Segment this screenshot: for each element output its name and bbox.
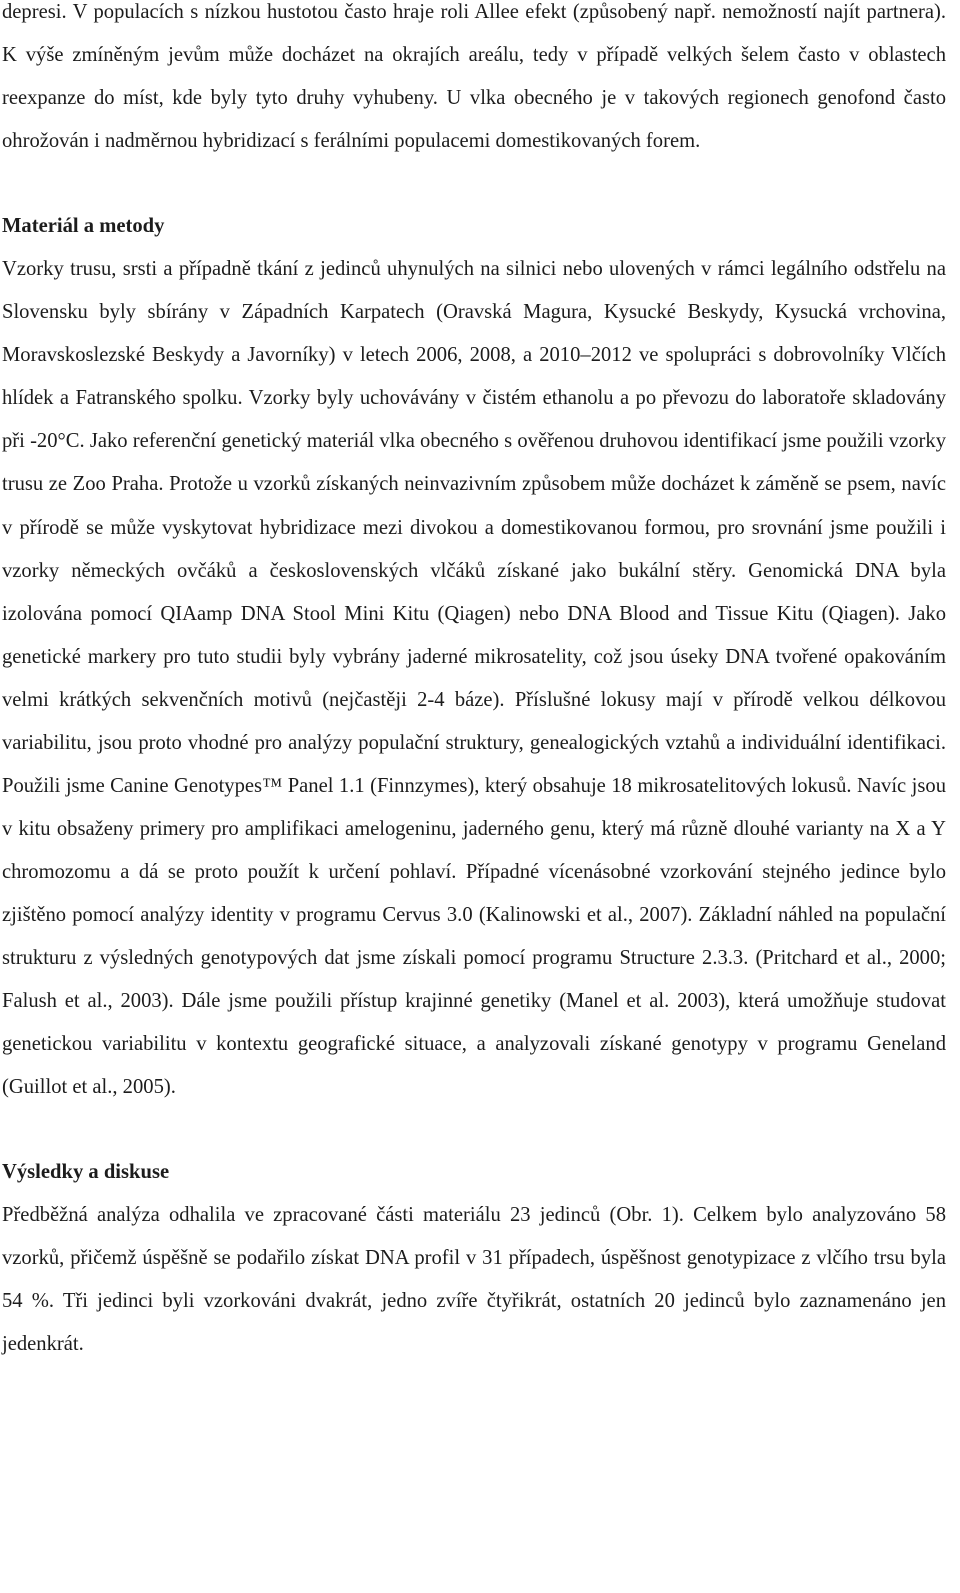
results-discussion-heading: Výsledky a diskuse [2, 1161, 170, 1184]
intro-paragraph: depresi. V populacích s nízkou hustotou často hraje roli Allee efekt (způsobený např. nemožností najít partnera). K výše zmíněným jevům může docházet na okrajích areálu, tedy v případě velkých šelem často v oblastech reexpanze do míst, kde byly tyto druhy vyhubeny. U vlka obecného je v takových regionech genofond často ohrožován i nadměrnou hybridizací s ferálními populacemi domestikovaných forem. [2, 1, 946, 153]
results-discussion-paragraph: Předběžná analýza odhalila ve zpracované části materiálu 23 jedinců (Obr. 1). Celkem bylo analyzováno 58 vzorků, přičemž úspěšně se podařilo získat DNA profil v 31 případech, úspěšnost genotypizace z vlčího trsu byla 54 %. Tři jedinci byli vzorkováni dvakrát, jedno zvíře čtyřikrát, ostatních 20 jedinců bylo zaznamenáno jen jedenkrát. [2, 1204, 946, 1356]
materials-methods-heading: Materiál a metody [2, 215, 165, 238]
materials-methods-paragraph: Vzorky trusu, srsti a případně tkání z jedinců uhynulých na silnici nebo ulovených v rámci legálního odstřelu na Slovensku byly sbírány v Západních Karpatech (Oravská Magura, Kysucké Beskydy, Kysucká vrchovina, Moravskoslezské Beskydy a Javorníky) v letech 2006, 2008, a 2010–2012 ve spolupráci s dobrovolníky Vlčích hlídek a Fatranského spolku. Vzorky byly uchovávány v čistém ethanolu a po převozu do laboratoře skladovány při -20°C. Jako referenční genetický materiál vlka obecného s ověřenou druhovou identifikací jsme použili vzorky trusu ze Zoo Praha. Protože u vzorků získaných neinvazivním způsobem může docházet k záměně se psem, navíc v přírodě se může vyskytovat hybridizace mezi divokou a domestikovanou formou, pro srovnání jsme použili i vzorky německých ovčáků a československých vlčáků získané jako bukální stěry. Genomická DNA byla izolována pomocí QIAamp DNA Stool Mini Kitu (Qiagen) nebo DNA Blood and Tissue Kitu (Qiagen). Jako genetické markery pro tuto studii byly vybrány jaderné mikrosatelity, což jsou úseky DNA tvořené opakováním velmi krátkých sekvenčních motivů (nejčastěji 2-4 báze). Příslušné lokusy mají v přírodě velkou délkovou variabilitu, jsou proto vhodné pro analýzy populační struktury, genealogických vztahů a individuální identifikaci. Použili jsme Canine Genotypes™ Panel 1.1 (Finnzymes), který obsahuje 18 mikrosatelitových lokusů. Navíc jsou v kitu obsaženy primery pro amplifikaci amelogeninu, jaderného genu, který má různě dlouhé varianty na X a Y chromozomu a dá se proto použít k určení pohlaví. Případné vícenásobné vzorkování stejného jedince bylo zjištěno pomocí analýzy identity v programu Cervus 3.0 (Kalinowski et al., 2007). Základní náhled na populační strukturu z výsledných genotypových dat jsme získali pomocí programu Structure 2.3.3. (Pritchard et al., 2000; Falush et al., 2003). Dále jsme použili přístup krajinné genetiky (Manel et al. 2003), která umožňuje studovat genetickou variabilitu v kontextu geografické situace, a analyzovali získané genotypy v programu Geneland (Guillot et al., 2005). [2, 258, 946, 1099]
